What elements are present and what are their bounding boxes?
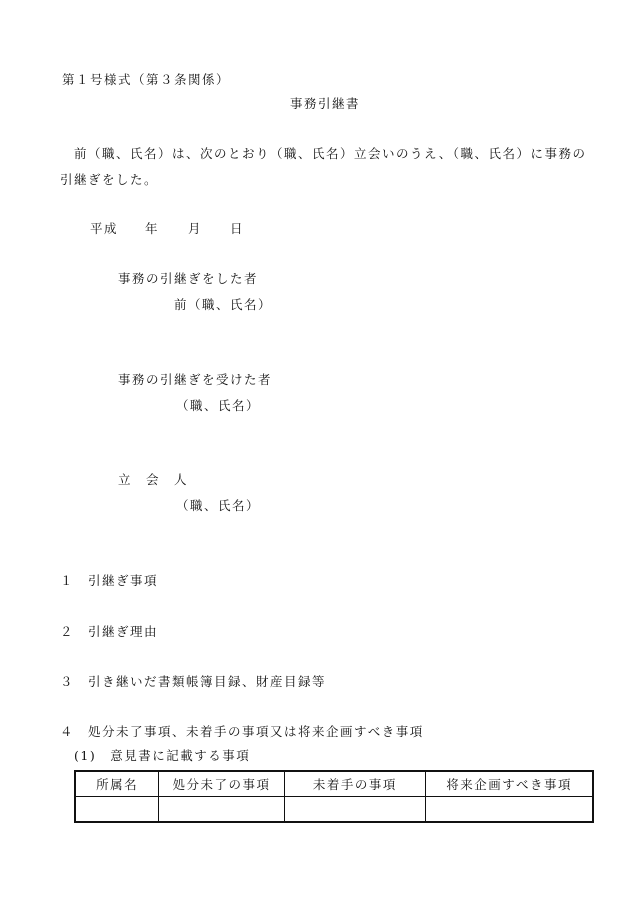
header-unstarted-matters: 未着手の事項 [284, 771, 425, 797]
witness-label: 立 会 人 [118, 472, 189, 487]
section-2-text: 引継ぎ理由 [88, 624, 159, 639]
intro-line-2: 引継ぎをした。 [60, 172, 159, 187]
header-future-plans: 将来企画すべき事項 [426, 771, 593, 797]
table-cell [75, 797, 159, 823]
intro-line-1: 前（職、氏名）は、次のとおり（職、氏名）立会いのうえ、（職、氏名）に事務の [74, 146, 587, 161]
date-month: 月 [188, 221, 203, 236]
section-3-text: 引き継いだ書類帳簿目録、財産目録等 [88, 674, 327, 689]
date-day: 日 [230, 221, 245, 236]
date-year: 年 [145, 221, 160, 236]
header-pending-matters: 処分未了の事項 [159, 771, 285, 797]
form-label: 第１号様式（第３条関係） [62, 72, 231, 87]
section-1-text: 引継ぎ事項 [88, 573, 159, 588]
document-title: 事務引継書 [290, 96, 361, 111]
receiver-name: （職、氏名） [176, 398, 261, 413]
table-cell [284, 797, 425, 823]
section-4-number: ４ [60, 724, 75, 739]
header-department: 所属名 [75, 771, 159, 797]
giver-name: 前（職、氏名） [174, 297, 273, 312]
giver-label: 事務の引継ぎをした者 [118, 271, 259, 286]
section-4-text: 処分未了事項、未着手の事項又は将来企画すべき事項 [88, 724, 424, 739]
items-table [74, 770, 594, 823]
receiver-label: 事務の引継ぎを受けた者 [118, 372, 273, 387]
table-row [75, 797, 593, 823]
table-cell [426, 797, 593, 823]
section-1-number: １ [60, 573, 75, 588]
witness-name: （職、氏名） [176, 498, 261, 513]
table-cell [159, 797, 285, 823]
section-3-number: ３ [60, 674, 75, 689]
table-header-row [75, 771, 593, 797]
section-2-number: ２ [60, 624, 75, 639]
subsection-heading: (1) 意見書に記載する事項 [74, 748, 251, 763]
date-era: 平成 [90, 221, 119, 236]
